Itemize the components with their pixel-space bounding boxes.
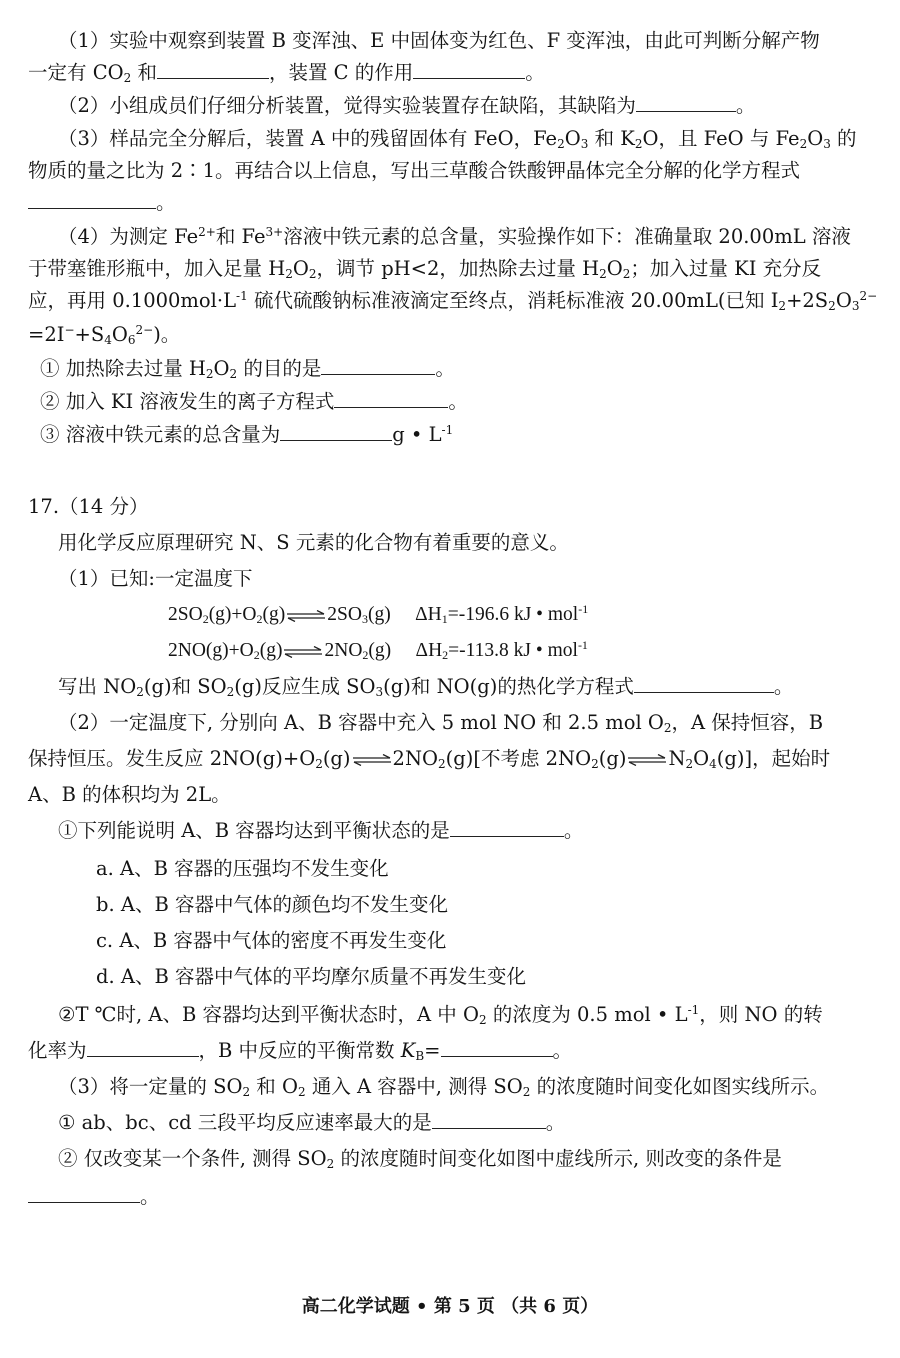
q17-part3-sub1: ① ab、bc、cd 三段平均反应速率最大的是 。 <box>58 1111 566 1134</box>
answer-blank[interactable] <box>157 60 269 79</box>
q16-sub2: ② 加入 KI 溶液发生的离子方程式 。 <box>40 390 468 413</box>
answer-blank[interactable] <box>441 1038 553 1057</box>
q17-part2-sub2-line2: 化率为 ，B 中反应的平衡常数 $K_B=$ 。 <box>28 1039 573 1063</box>
q17-part2-sub1: ①下列能说明 A、B 容器均达到平衡状态的是 。 <box>58 819 584 842</box>
answer-blank[interactable] <box>413 60 525 79</box>
answer-blank[interactable] <box>450 818 564 837</box>
q17-part2-line3: A、B 的体积均为 2L。 <box>28 783 231 806</box>
equilibrium-arrow-icon <box>283 646 323 658</box>
option-c: c. A、B 容器中气体的密度不再发生变化 <box>96 929 447 952</box>
option-d: d. A、B 容器中气体的平均摩尔质量不再发生变化 <box>96 965 526 988</box>
option-b: b. A、B 容器中气体的颜色均不发生变化 <box>96 893 448 916</box>
q16-part2: （2）小组成员们仔细分析装置，觉得实验装置存在缺陷，其缺陷为 。 <box>58 94 756 117</box>
q16-part3-line3: 。 <box>28 190 176 216</box>
q17-part1-intro: （1）已知:一定温度下 <box>58 567 253 590</box>
answer-blank[interactable] <box>634 674 774 693</box>
equilibrium-arrow-icon <box>286 610 326 622</box>
q16-part4-line4: $=2I^-+S_4O_6^{2-}$)。 <box>28 323 181 347</box>
q17-part2-line2: 保持恒压。发生反应 $2NO(g)+O_2(g)$ $2NO_2(g)$[不考虑 $2NO_2(g)$ $N_2O_4(g)$]，起始时 <box>28 747 831 771</box>
q17-intro: 用化学反应原理研究 N、S 元素的化合物有着重要的意义。 <box>58 531 569 554</box>
answer-blank[interactable] <box>321 356 435 375</box>
page-footer: 高二化学试题 • 第 5 页 （共 6 页） <box>301 1296 599 1317</box>
q16-sub1: ① 加热除去过量 $H_2O_2$ 的目的是 。 <box>40 357 455 381</box>
q16-part4-line1: （4）为测定 $Fe^{2+}$和 $Fe^{3+}$溶液中铁元素的总含量，实验操作如下：准确量取 20.00mL 溶液 <box>58 225 851 248</box>
q16-part1-line1: （1）实验中观察到装置 B 变浑浊、E 中固体变为红色、F 变浑浊，由此可判断分解产物 <box>58 29 820 52</box>
q16-part4-line3: 应，再用 $0.1000mol\cdot L^{-1}$ 硫代硫酸钠标准液滴定至终点，消耗标准液 20.00mL(已知 $I_2+2S_2O_3^{2-}$ <box>28 289 878 313</box>
q17-part3-sub2-answer: 。 <box>28 1184 160 1210</box>
equation-2: $2NO(g)+O_2(g)$ $2NO_2(g)$ $\Delta H_2=-113.8$ kJ • mol$^{-1}$ <box>168 638 588 662</box>
q16-part4-line2: 于带塞锥形瓶中，加入足量 $H_2O_2$，调节 pH<2，加热除去过量 $H_2O_2$；加入过量 KI 充分反 <box>28 257 822 281</box>
q16-part1-line2: 一定有 $CO_2$ 和 ，装置 C 的作用 。 <box>28 61 545 85</box>
equilibrium-arrow-icon <box>627 754 667 766</box>
option-a: a. A、B 容器的压强均不发生变化 <box>96 857 389 880</box>
q17-part3: （3）将一定量的 $SO_2$ 和 $O_2$ 通入 A 容器中, 测得 $SO_2$ 的浓度随时间变化如图实线所示。 <box>58 1075 830 1099</box>
q17-part3-sub2: ② 仅改变某一个条件, 测得 $SO_2$ 的浓度随时间变化如图中虚线所示, 则改变的条件是 <box>58 1147 782 1171</box>
equation-1: $2SO_2(g)+O_2(g)$ $2SO_3(g)$ $\Delta H_1=-196.6$ kJ • mol$^{-1}$ <box>168 602 589 626</box>
answer-blank[interactable] <box>28 190 156 209</box>
q17-part2-line1: （2）一定温度下, 分别向 A、B 容器中充入 5 mol NO 和 2.5 mol $O_2$，A 保持恒容，B <box>58 711 824 735</box>
q17-part1-question: 写出 $NO_2(g)$和 $SO_2(g)$反应生成 $SO_3(g)$和 NO(g)的热化学方程式 。 <box>58 675 794 699</box>
answer-blank[interactable] <box>28 1184 140 1203</box>
answer-blank[interactable] <box>432 1110 546 1129</box>
q16-part3-line2: 物质的量之比为 2∶1。再结合以上信息，写出三草酸合铁酸钾晶体完全分解的化学方程式 <box>28 159 801 182</box>
answer-blank[interactable] <box>280 422 392 441</box>
q16-sub3: ③ 溶液中铁元素的总含量为 g • $L^{-1}$ <box>40 423 454 446</box>
answer-blank[interactable] <box>87 1038 199 1057</box>
equilibrium-arrow-icon <box>352 754 392 766</box>
answer-blank[interactable] <box>636 93 736 112</box>
q17-header: 17.（14 分） <box>28 495 149 518</box>
answer-blank[interactable] <box>334 389 448 408</box>
q17-part2-sub2-line1: ②T ℃时, A、B 容器均达到平衡状态时，A 中 $O_2$ 的浓度为 0.5 mol • $L^{-1}$，则 NO 的转 <box>58 1003 823 1027</box>
q16-part3-line1: （3）样品完全分解后，装置 A 中的残留固体有 FeO，$Fe_2O_3$ 和 $K_2O$，且 FeO 与 $Fe_2O_3$ 的 <box>58 127 857 151</box>
